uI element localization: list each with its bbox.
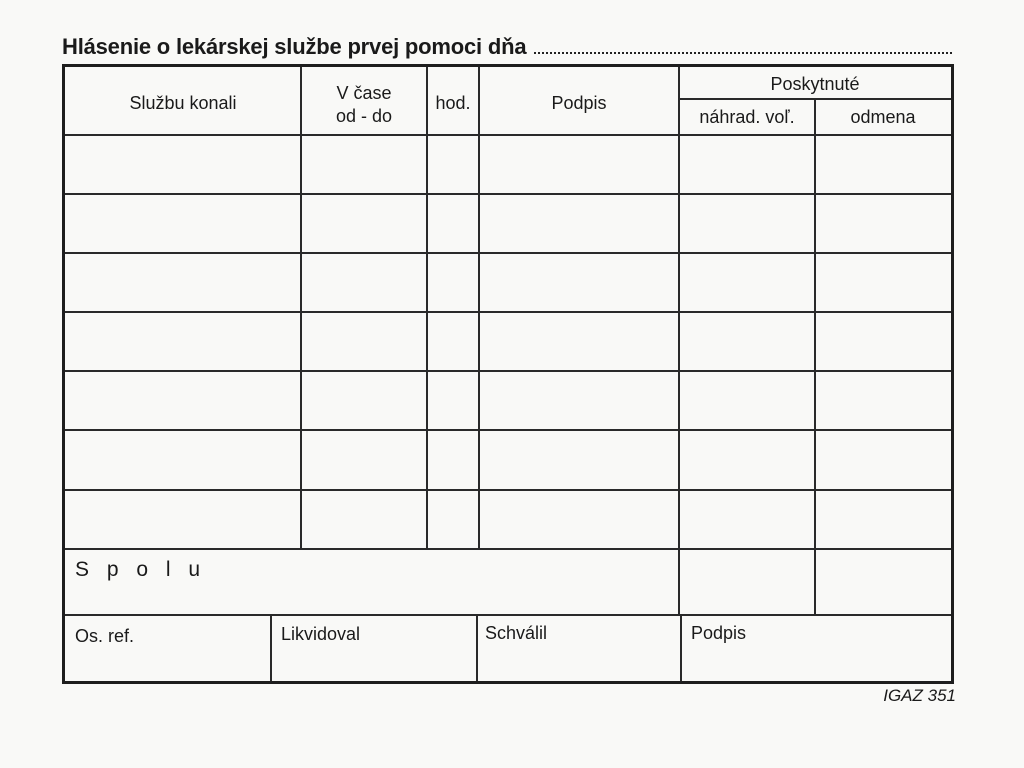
- grid-line: [65, 429, 951, 431]
- sluzbu-konali-cell[interactable]: [67, 254, 299, 310]
- grid-line: [678, 67, 680, 615]
- hod-cell[interactable]: [429, 372, 477, 428]
- schvalil-cell[interactable]: [479, 617, 679, 679]
- grid-line: [65, 489, 951, 491]
- sluzbu-konali-cell[interactable]: [67, 431, 299, 487]
- nahrad-vol-cell[interactable]: [681, 372, 813, 428]
- v-case-cell[interactable]: [303, 431, 425, 487]
- hod-cell[interactable]: [429, 313, 477, 369]
- form-title: Hlásenie o lekárskej službe prvej pomoci dňa: [62, 34, 527, 59]
- v-case-cell[interactable]: [303, 372, 425, 428]
- v-case-cell[interactable]: [303, 313, 425, 369]
- podpis-cell[interactable]: [481, 372, 677, 428]
- sluzbu-konali-cell[interactable]: [67, 491, 299, 547]
- grid-line: [65, 614, 951, 616]
- header-poskytnute: Poskytnuté: [770, 74, 860, 94]
- grid-line: [478, 67, 480, 549]
- grid-line: [65, 252, 951, 254]
- grid-line: [65, 311, 951, 313]
- sluzbu-konali-cell[interactable]: [67, 195, 299, 251]
- podpis-cell[interactable]: [481, 431, 677, 487]
- grid-line: [65, 548, 951, 550]
- v-case-cell[interactable]: [303, 195, 425, 251]
- hod-cell[interactable]: [429, 431, 477, 487]
- hod-cell[interactable]: [429, 195, 477, 251]
- header-odmena: odmena: [850, 107, 916, 127]
- summary-odmena-cell[interactable]: [817, 551, 949, 613]
- summary-nahrad-vol-cell[interactable]: [681, 551, 813, 613]
- v-case-cell[interactable]: [303, 491, 425, 547]
- podpis-cell[interactable]: [481, 254, 677, 310]
- podpis-cell[interactable]: [683, 617, 949, 679]
- nahrad-vol-cell[interactable]: [681, 195, 813, 251]
- grid-line: [270, 615, 272, 681]
- podpis-cell[interactable]: [481, 136, 677, 192]
- os-ref-cell[interactable]: [67, 617, 269, 679]
- podpis-cell[interactable]: [481, 491, 677, 547]
- sluzbu-konali-cell[interactable]: [67, 313, 299, 369]
- form-grid: [65, 67, 951, 681]
- nahrad-vol-cell[interactable]: [681, 431, 813, 487]
- odmena-cell[interactable]: [817, 136, 949, 192]
- v-case-cell[interactable]: [303, 254, 425, 310]
- header-podpis: Podpis: [551, 93, 607, 113]
- grid-line: [300, 67, 302, 549]
- grid-line: [65, 134, 951, 136]
- likvidoval-cell[interactable]: [273, 617, 475, 679]
- grid-line: [426, 67, 428, 549]
- sluzbu-konali-cell[interactable]: [67, 372, 299, 428]
- header-nahrad-vol: náhrad. voľ.: [699, 107, 795, 127]
- field-schvalil-label: Schválil: [485, 623, 548, 643]
- header-sluzbu-konali: Službu konali: [129, 93, 237, 113]
- sluzbu-konali-cell[interactable]: [67, 136, 299, 192]
- grid-line: [680, 615, 682, 681]
- hod-cell[interactable]: [429, 136, 477, 192]
- field-podpis-label: Podpis: [691, 623, 747, 643]
- hod-cell[interactable]: [429, 254, 477, 310]
- summary-label: S p o l u: [75, 558, 207, 581]
- odmena-cell[interactable]: [817, 431, 949, 487]
- form-title-row: [62, 30, 952, 60]
- grid-line: [65, 193, 951, 195]
- odmena-cell[interactable]: [817, 491, 949, 547]
- hod-cell[interactable]: [429, 491, 477, 547]
- header-v-case-line2: od - do: [335, 106, 393, 126]
- podpis-cell[interactable]: [481, 195, 677, 251]
- field-os-ref-label: Os. ref.: [75, 626, 135, 646]
- v-case-cell[interactable]: [303, 136, 425, 192]
- podpis-cell[interactable]: [481, 313, 677, 369]
- odmena-cell[interactable]: [817, 254, 949, 310]
- field-likvidoval-label: Likvidoval: [281, 624, 361, 644]
- form-code: IGAZ 351: [883, 686, 956, 705]
- nahrad-vol-cell[interactable]: [681, 136, 813, 192]
- grid-line: [65, 370, 951, 372]
- header-hod: hod.: [435, 93, 471, 113]
- nahrad-vol-cell[interactable]: [681, 254, 813, 310]
- odmena-cell[interactable]: [817, 313, 949, 369]
- grid-line: [476, 615, 478, 681]
- grid-line: [678, 98, 951, 100]
- report-form: [62, 64, 954, 684]
- header-v-case-line1: V čase: [336, 83, 392, 103]
- date-fill-line[interactable]: [534, 52, 952, 54]
- nahrad-vol-cell[interactable]: [681, 491, 813, 547]
- nahrad-vol-cell[interactable]: [681, 313, 813, 369]
- odmena-cell[interactable]: [817, 372, 949, 428]
- odmena-cell[interactable]: [817, 195, 949, 251]
- grid-line: [814, 99, 816, 615]
